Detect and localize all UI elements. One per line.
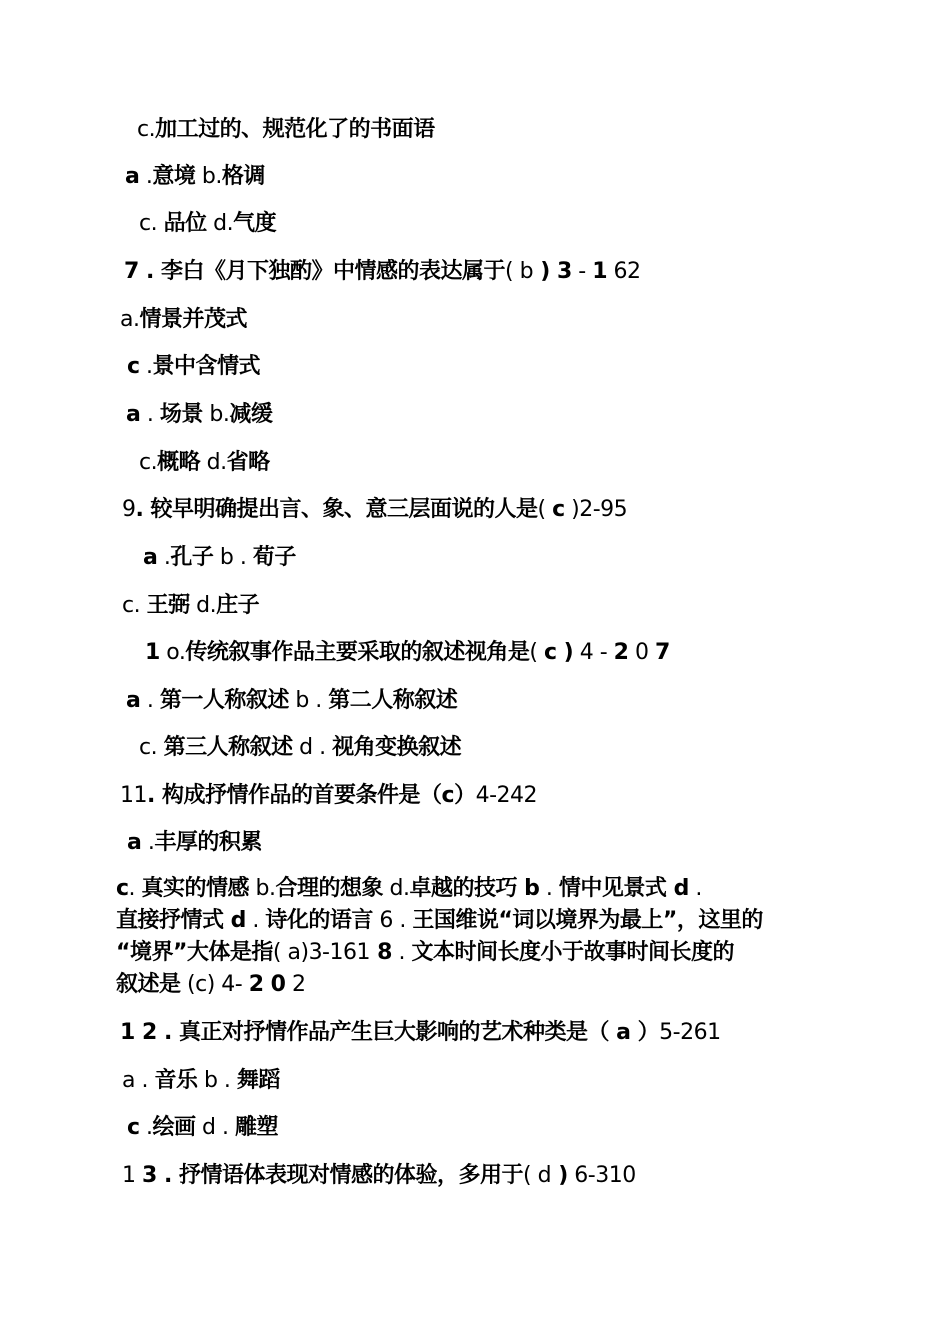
question-10: 1 o.传统叙事作品主要采取的叙述视角是( c ) 4 - 2 0 7 <box>145 640 670 665</box>
line-options-a-b-q10: a . 第一人称叙述 b . 第二人称叙述 <box>126 688 458 713</box>
line-option-c-written: c.加工过的、规范化了的书面语 <box>137 117 435 142</box>
line-options-c-d-summary: c.概略 d.省略 <box>139 450 270 475</box>
line-option-a-q11: a .丰厚的积累 <box>127 830 262 855</box>
para-line-4: 叙述是 (c) 4- 2 0 2 <box>116 972 306 997</box>
line-options-c-d-q9: c. 王弼 d.庄子 <box>122 593 260 618</box>
question-7: 7 . 李白《月下独酌》中情感的表达属于( b ) 3 - 1 62 <box>124 259 641 284</box>
para-line-3: “境界”大体是指( a)3-161 8 . 文本时间长度小于故事时间长度的 <box>116 940 734 965</box>
para-line-1: c. 真实的情感 b.合理的想象 d.卓越的技巧 b . 情中见景式 d . <box>116 876 702 901</box>
line-option-c-q7: c .景中含情式 <box>127 354 261 379</box>
question-13: 1 3 . 抒情语体表现对情感的体验，多用于( d ) 6-310 <box>122 1163 636 1188</box>
line-options-a-b-q9: a .孔子 b . 荀子 <box>143 545 296 570</box>
question-12: 1 2 . 真正对抒情作品产生巨大影响的艺术种类是（ a ）5-261 <box>120 1020 721 1045</box>
line-options-c-d-q6: c. 品位 d.气度 <box>139 211 277 236</box>
merged-paragraph <box>116 873 836 1001</box>
line-options-c-d-q10: c. 第三人称叙述 d . 视角变换叙述 <box>139 735 462 760</box>
question-9: 9. 较早明确提出言、象、意三层面说的人是( c )2-95 <box>122 497 628 522</box>
para-line-2: 直接抒情式 d . 诗化的语言 6 . 王国维说“词以境界为最上”，这里的 <box>116 908 763 933</box>
question-11: 11. 构成抒情作品的首要条件是（c）4-242 <box>120 783 538 808</box>
line-options-a-b-scene: a . 场景 b.减缓 <box>126 402 273 427</box>
line-options-c-d-q12: c .绘画 d . 雕塑 <box>127 1115 279 1140</box>
line-options-a-b-q12: a . 音乐 b . 舞蹈 <box>122 1068 280 1093</box>
line-options-a-b-q6: a .意境 b.格调 <box>125 164 265 189</box>
line-option-a-q7: a.情景并茂式 <box>120 307 247 332</box>
